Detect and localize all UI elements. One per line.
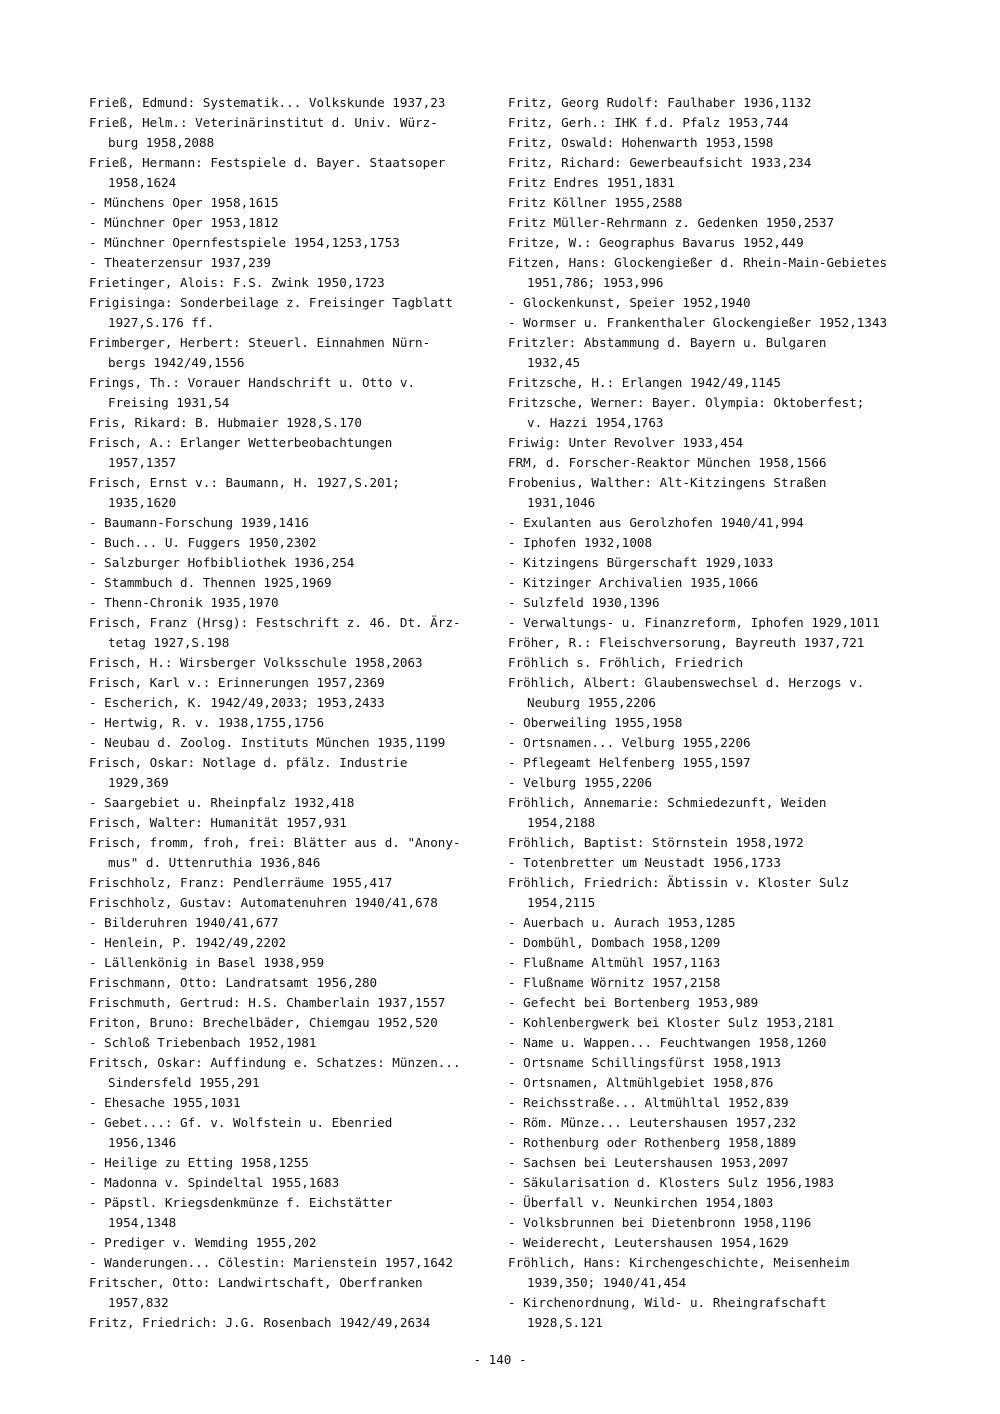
index-entry-continuation: burg 1958,2088 — [108, 135, 215, 150]
index-entry-line: - Münchens Oper 1958,1615 — [89, 195, 279, 210]
index-entry-line: Frisch, Walter: Humanität 1957,931 — [89, 815, 347, 830]
index-entry-line: - Salzburger Hofbibliothek 1936,254 — [89, 555, 355, 570]
index-entry-line: - Wormser u. Frankenthaler Glockengießer 1952,1343 — [508, 315, 888, 330]
index-entry-line: Fritzler: Abstammung d. Bayern u. Bulgaren — [508, 335, 827, 350]
index-entry-continuation: mus" d. Uttenruthia 1936,846 — [108, 855, 321, 870]
index-entry-line: - Ortsname Schillingsfürst 1958,1913 — [508, 1055, 781, 1070]
index-entry-line: - Escherich, K. 1942/49,2033; 1953,2433 — [89, 695, 385, 710]
index-entry-line: - Baumann-Forschung 1939,1416 — [89, 515, 309, 530]
index-entry-line: - Oberweiling 1955,1958 — [508, 715, 683, 730]
index-entry-line: - Päpstl. Kriegsdenkmünze f. Eichstätter — [89, 1195, 393, 1210]
index-entry-line: - Röm. Münze... Leutershausen 1957,232 — [508, 1115, 797, 1130]
index-entry-line: - Velburg 1955,2206 — [508, 775, 653, 790]
index-entry-line: - Schloß Triebenbach 1952,1981 — [89, 1035, 317, 1050]
index-entry-line: Fritz, Oswald: Hohenwarth 1953,1598 — [508, 135, 774, 150]
index-entry-line: - Kohlenbergwerk bei Kloster Sulz 1953,2181 — [508, 1015, 835, 1030]
index-entry-continuation: 1954,1348 — [108, 1215, 177, 1230]
index-entry-line: - Glockenkunst, Speier 1952,1940 — [508, 295, 751, 310]
index-entry-line: Fritzsche, H.: Erlangen 1942/49,1145 — [508, 375, 781, 390]
page-number: - 140 - — [473, 1352, 527, 1367]
index-entry-line: - Iphofen 1932,1008 — [508, 535, 653, 550]
index-entry-line: Frischholz, Franz: Pendlerräume 1955,417 — [89, 875, 393, 890]
index-entry-line: - Kitzinger Archivalien 1935,1066 — [508, 575, 759, 590]
index-entry-line: Fritze, W.: Geographus Bavarus 1952,449 — [508, 235, 804, 250]
index-entry-continuation: tetag 1927,S.198 — [108, 635, 230, 650]
index-entry-line: Frietinger, Alois: F.S. Zwink 1950,1723 — [89, 275, 385, 290]
index-entry-line: - Auerbach u. Aurach 1953,1285 — [508, 915, 736, 930]
index-entry-line: Frisch, Karl v.: Erinnerungen 1957,2369 — [89, 675, 385, 690]
index-entry-line: Frings, Th.: Vorauer Handschrift u. Otto v. — [89, 375, 416, 390]
index-entry-line: - Henlein, P. 1942/49,2202 — [89, 935, 287, 950]
index-entry-line: Fritz, Richard: Gewerbeaufsicht 1933,234 — [508, 155, 812, 170]
index-entry-line: Frisch, Oskar: Notlage d. pfälz. Industrie — [89, 755, 408, 770]
index-entry-line: - Thenn-Chronik 1935,1970 — [89, 595, 279, 610]
index-entry-line: - Saargebiet u. Rheinpfalz 1932,418 — [89, 795, 355, 810]
index-entry-line: - Münchner Oper 1953,1812 — [89, 215, 279, 230]
index-entry-line: Friton, Bruno: Brechelbäder, Chiemgau 1952,520 — [89, 1015, 438, 1030]
index-entry-continuation: Neuburg 1955,2206 — [527, 695, 656, 710]
index-entry-line: Frieß, Hermann: Festspiele d. Bayer. Staatsoper — [89, 155, 446, 170]
index-entry-line: Frisch, Ernst v.: Baumann, H. 1927,S.201; — [89, 475, 400, 490]
index-entry-continuation: 1939,350; 1940/41,454 — [527, 1275, 687, 1290]
index-entry-line: Frisch, A.: Erlanger Wetterbeobachtungen — [89, 435, 393, 450]
index-entry-line: - Gefecht bei Bortenberg 1953,989 — [508, 995, 759, 1010]
index-entry-line: Frieß, Helm.: Veterinärinstitut d. Univ. Würz- — [89, 115, 438, 130]
index-entry-line: Fritscher, Otto: Landwirtschaft, Oberfranken — [89, 1275, 423, 1290]
index-entry-line: Friwig: Unter Revolver 1933,454 — [508, 435, 744, 450]
index-entry-line: - Gebet...: Gf. v. Wolfstein u. Ebenried — [89, 1115, 393, 1130]
index-entry-line: - Hertwig, R. v. 1938,1755,1756 — [89, 715, 325, 730]
index-entry-line: - Lällenkönig in Basel 1938,959 — [89, 955, 325, 970]
index-entry-continuation: Freising 1931,54 — [108, 395, 230, 410]
index-entry-line: - Reichsstraße... Altmühltal 1952,839 — [508, 1095, 789, 1110]
left-column — [89, 93, 509, 1333]
index-entry-line: Fris, Rikard: B. Hubmaier 1928,S.170 — [89, 415, 362, 430]
index-entry-line: Frisch, fromm, froh, frei: Blätter aus d. "Anony- — [89, 835, 461, 850]
index-entry-line: - Madonna v. Spindeltal 1955,1683 — [89, 1175, 340, 1190]
index-entry-line: - Sachsen bei Leutershausen 1953,2097 — [508, 1155, 789, 1170]
index-entry-continuation: 1956,1346 — [108, 1135, 177, 1150]
index-entry-line: FRM, d. Forscher-Reaktor München 1958,1566 — [508, 455, 827, 470]
index-entry-continuation: 1954,2115 — [527, 895, 596, 910]
index-entry-line: - Totenbretter um Neustadt 1956,1733 — [508, 855, 781, 870]
index-entry-continuation: Sindersfeld 1955,291 — [108, 1075, 260, 1090]
index-entry-line: Frigisinga: Sonderbeilage z. Freisinger Tagblatt — [89, 295, 453, 310]
index-entry-line: Fitzen, Hans: Glockengießer d. Rhein-Main-Gebietes — [508, 255, 888, 270]
index-entry-line: - Rothenburg oder Rothenberg 1958,1889 — [508, 1135, 797, 1150]
index-entry-line: - Bilderuhren 1940/41,677 — [89, 915, 279, 930]
index-entry-line: - Überfall v. Neunkirchen 1954,1803 — [508, 1195, 774, 1210]
index-entry-line: - Flußname Wörnitz 1957,2158 — [508, 975, 721, 990]
index-entry-line: Fröhlich s. Fröhlich, Friedrich — [508, 655, 744, 670]
right-column — [508, 93, 928, 1333]
index-entry-line: Fröhlich, Baptist: Störnstein 1958,1972 — [508, 835, 804, 850]
index-entry-line: Fröhlich, Annemarie: Schmiedezunft, Weiden — [508, 795, 827, 810]
index-entry-line: - Säkularisation d. Klosters Sulz 1956,1983 — [508, 1175, 835, 1190]
index-entry-continuation: 1928,S.121 — [527, 1315, 603, 1330]
index-entry-continuation: 1932,45 — [527, 355, 581, 370]
index-entry-line: Fröhlich, Friedrich: Äbtissin v. Kloster Sulz — [508, 875, 850, 890]
index-entry-line: - Stammbuch d. Thennen 1925,1969 — [89, 575, 332, 590]
index-entry-continuation: 1935,1620 — [108, 495, 177, 510]
index-entry-line: - Buch... U. Fuggers 1950,2302 — [89, 535, 317, 550]
index-entry-continuation: 1954,2188 — [527, 815, 596, 830]
index-entry-line: - Volksbrunnen bei Dietenbronn 1958,1196 — [508, 1215, 812, 1230]
index-entry-line: Frischholz, Gustav: Automatenuhren 1940/41,678 — [89, 895, 438, 910]
index-entry-line: Frisch, H.: Wirsberger Volksschule 1958,2063 — [89, 655, 423, 670]
index-entry-continuation: 1958,1624 — [108, 175, 177, 190]
index-entry-continuation: 1931,1046 — [527, 495, 596, 510]
index-entry-line: Frisch, Franz (Hrsg): Festschrift z. 46. Dt. Ärz- — [89, 615, 461, 630]
index-entry-line: Frischmann, Otto: Landratsamt 1956,280 — [89, 975, 378, 990]
index-entry-line: Fritz Köllner 1955,2588 — [508, 195, 683, 210]
index-entry-continuation: 1951,786; 1953,996 — [527, 275, 664, 290]
index-entry-line: - Prediger v. Wemding 1955,202 — [89, 1235, 317, 1250]
index-entry-line: - Sulzfeld 1930,1396 — [508, 595, 660, 610]
index-entry-line: - Pflegeamt Helfenberg 1955,1597 — [508, 755, 751, 770]
index-entry-line: Fritzsche, Werner: Bayer. Olympia: Oktoberfest; — [508, 395, 865, 410]
index-entry-continuation: 1927,S.176 ff. — [108, 315, 215, 330]
index-entry-line: - Theaterzensur 1937,239 — [89, 255, 271, 270]
index-entry-line: - Kirchenordnung, Wild- u. Rheingrafschaft — [508, 1295, 827, 1310]
index-entry-line: Fritz Müller-Rehrmann z. Gedenken 1950,2537 — [508, 215, 835, 230]
index-entry-line: Fröhlich, Hans: Kirchengeschichte, Meisenheim — [508, 1255, 850, 1270]
index-entry-line: - Neubau d. Zoolog. Instituts München 1935,1199 — [89, 735, 446, 750]
index-entry-line: - Weiderecht, Leutershausen 1954,1629 — [508, 1235, 789, 1250]
index-entry-continuation: 1929,369 — [108, 775, 169, 790]
index-entry-line: - Münchner Opernfestspiele 1954,1253,1753 — [89, 235, 400, 250]
index-entry-continuation: 1957,832 — [108, 1295, 169, 1310]
index-entry-line: - Ortsnamen, Altmühlgebiet 1958,876 — [508, 1075, 774, 1090]
index-entry-line: - Exulanten aus Gerolzhofen 1940/41,994 — [508, 515, 804, 530]
index-entry-line: - Flußname Altmühl 1957,1163 — [508, 955, 721, 970]
index-entry-line: - Heilige zu Etting 1958,1255 — [89, 1155, 309, 1170]
index-entry-line: Fritz, Friedrich: J.G. Rosenbach 1942/49,2634 — [89, 1315, 431, 1330]
index-entry-line: Fritz, Gerh.: IHK f.d. Pfalz 1953,744 — [508, 115, 789, 130]
index-entry-line: Fritz, Georg Rudolf: Faulhaber 1936,1132 — [508, 95, 812, 110]
index-entry-line: Fritsch, Oskar: Auffindung e. Schatzes: Münzen... — [89, 1055, 461, 1070]
index-entry-continuation: bergs 1942/49,1556 — [108, 355, 245, 370]
index-entry-line: Frobenius, Walther: Alt-Kitzingens Straßen — [508, 475, 827, 490]
index-entry-line: Fröher, R.: Fleischversorung, Bayreuth 1937,721 — [508, 635, 865, 650]
index-entry-line: Frieß, Edmund: Systematik... Volkskunde 1937,23 — [89, 95, 446, 110]
index-entry-line: - Ortsnamen... Velburg 1955,2206 — [508, 735, 751, 750]
index-entry-line: Frischmuth, Gertrud: H.S. Chamberlain 1937,1557 — [89, 995, 446, 1010]
index-entry-line: - Verwaltungs- u. Finanzreform, Iphofen 1929,1011 — [508, 615, 880, 630]
index-entry-line: - Dombühl, Dombach 1958,1209 — [508, 935, 721, 950]
index-entry-line: - Wanderungen... Cölestin: Marienstein 1957,1642 — [89, 1255, 453, 1270]
index-entry-line: - Name u. Wappen... Feuchtwangen 1958,1260 — [508, 1035, 827, 1050]
index-entry-continuation: v. Hazzi 1954,1763 — [527, 415, 664, 430]
index-entry-line: Fröhlich, Albert: Glaubenswechsel d. Herzogs v. — [508, 675, 865, 690]
index-entry-line: Frimberger, Herbert: Steuerl. Einnahmen Nürn- — [89, 335, 431, 350]
index-entry-line: - Kitzingens Bürgerschaft 1929,1033 — [508, 555, 774, 570]
index-entry-continuation: 1957,1357 — [108, 455, 177, 470]
index-entry-line: Fritz Endres 1951,1831 — [508, 175, 675, 190]
index-entry-line: - Ehesache 1955,1031 — [89, 1095, 241, 1110]
